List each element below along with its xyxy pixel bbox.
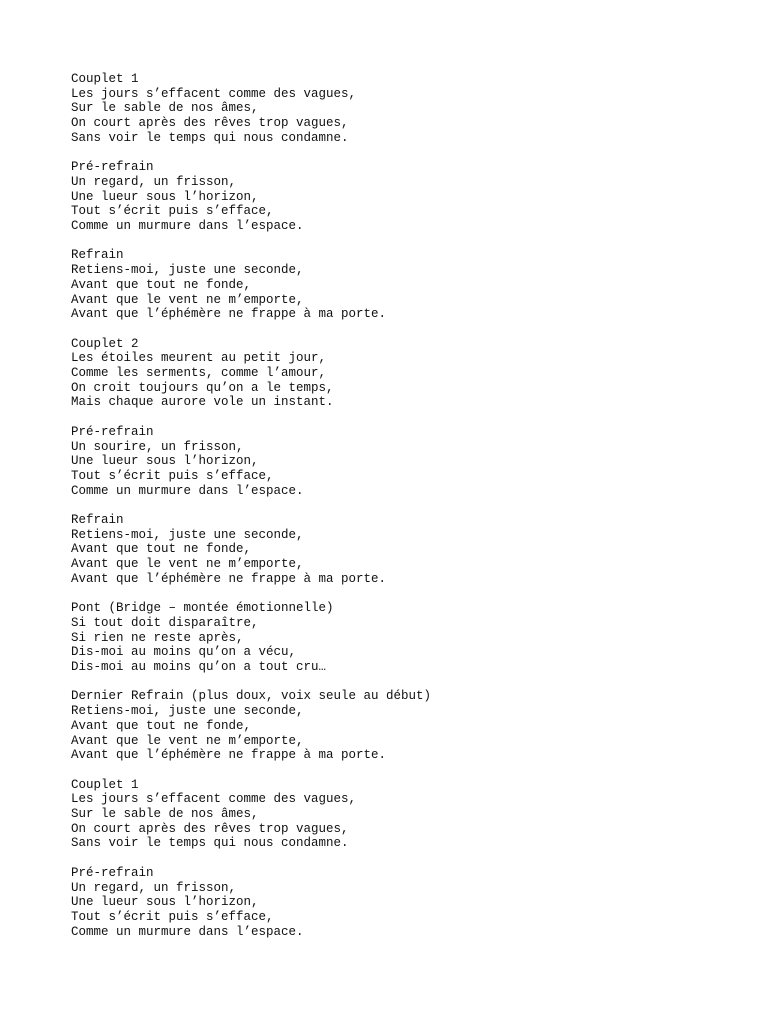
lyric-line: Les jours s’effacent comme des vagues,: [71, 792, 357, 807]
lyric-line: Sur le sable de nos âmes,: [71, 101, 259, 116]
stanza-title: Pré-refrain: [71, 160, 154, 175]
lyric-line: Retiens-moi, juste une seconde,: [71, 704, 304, 719]
lyric-line: Avant que le vent ne m’emporte,: [71, 733, 304, 748]
lyric-line: Mais chaque aurore vole un instant.: [71, 395, 334, 410]
stanza-pre-refrain-1: [71, 160, 751, 234]
lyric-line: On court après des rêves trop vagues,: [71, 821, 349, 836]
lyric-line: Sans voir le temps qui nous condamne.: [71, 130, 349, 145]
stanza-dernier-refrain: [71, 689, 751, 763]
lyric-line: Avant que l’éphémère ne frappe à ma porte.: [71, 571, 387, 586]
stanza-couplet-1-repeat: [71, 778, 751, 852]
stanza-couplet-1: [71, 72, 751, 146]
lyric-line: Comme les serments, comme l’amour,: [71, 366, 327, 381]
lyric-line: Sans voir le temps qui nous condamne.: [71, 836, 349, 851]
lyric-line: On court après des rêves trop vagues,: [71, 116, 349, 131]
lyric-line: Si tout doit disparaître,: [71, 615, 259, 630]
lyric-line: Un sourire, un frisson,: [71, 439, 244, 454]
lyric-line: Avant que tout ne fonde,: [71, 542, 252, 557]
lyric-line: Tout s’écrit puis s’efface,: [71, 468, 274, 483]
lyric-line: Avant que l’éphémère ne frappe à ma porte.: [71, 307, 387, 322]
lyric-line: Retiens-moi, juste une seconde,: [71, 527, 304, 542]
lyric-line: Une lueur sous l’horizon,: [71, 454, 259, 469]
lyric-line: Une lueur sous l’horizon,: [71, 189, 259, 204]
stanza-title: Couplet 1: [71, 777, 139, 792]
lyric-line: Avant que tout ne fonde,: [71, 277, 252, 292]
lyric-line: Dis-moi au moins qu’on a tout cru…: [71, 660, 327, 675]
lyric-line: Sur le sable de nos âmes,: [71, 807, 259, 822]
lyric-line: Un regard, un frisson,: [71, 880, 237, 895]
stanza-pont: [71, 601, 751, 675]
lyric-line: Les jours s’effacent comme des vagues,: [71, 86, 357, 101]
stanza-title: Pré-refrain: [71, 865, 154, 880]
lyric-line: Comme un murmure dans l’espace.: [71, 219, 304, 234]
stanza-refrain-1: [71, 248, 751, 322]
lyric-line: Tout s’écrit puis s’efface,: [71, 204, 274, 219]
lyric-line: Retiens-moi, juste une seconde,: [71, 263, 304, 278]
lyric-line: Avant que tout ne fonde,: [71, 718, 252, 733]
lyric-line: Avant que le vent ne m’emporte,: [71, 557, 304, 572]
stanza-refrain-2: [71, 513, 751, 587]
lyric-line: Tout s’écrit puis s’efface,: [71, 909, 274, 924]
lyric-line: Avant que le vent ne m’emporte,: [71, 292, 304, 307]
stanza-couplet-2: [71, 337, 751, 411]
stanza-title: Refrain: [71, 248, 124, 263]
lyric-line: Avant que l’éphémère ne frappe à ma porte.: [71, 748, 387, 763]
stanza-title: Refrain: [71, 513, 124, 528]
lyric-line: Les étoiles meurent au petit jour,: [71, 351, 327, 366]
stanza-title: Pont (Bridge – montée émotionnelle): [71, 601, 334, 616]
lyric-line: Une lueur sous l’horizon,: [71, 895, 259, 910]
stanza-title: Couplet 1: [71, 72, 139, 86]
lyric-line: Comme un murmure dans l’espace.: [71, 924, 304, 939]
lyric-line: Un regard, un frisson,: [71, 174, 237, 189]
lyric-line: On croit toujours qu’on a le temps,: [71, 380, 334, 395]
stanza-title: Dernier Refrain (plus doux, voix seule au début): [71, 689, 432, 704]
document-page: [71, 72, 751, 954]
stanza-pre-refrain-3: [71, 866, 751, 940]
stanza-title: Couplet 2: [71, 336, 139, 351]
lyric-line: Dis-moi au moins qu’on a vécu,: [71, 645, 297, 660]
stanza-title: Pré-refrain: [71, 424, 154, 439]
stanza-pre-refrain-2: [71, 425, 751, 499]
lyric-line: Si rien ne reste après,: [71, 630, 244, 645]
lyric-line: Comme un murmure dans l’espace.: [71, 483, 304, 498]
